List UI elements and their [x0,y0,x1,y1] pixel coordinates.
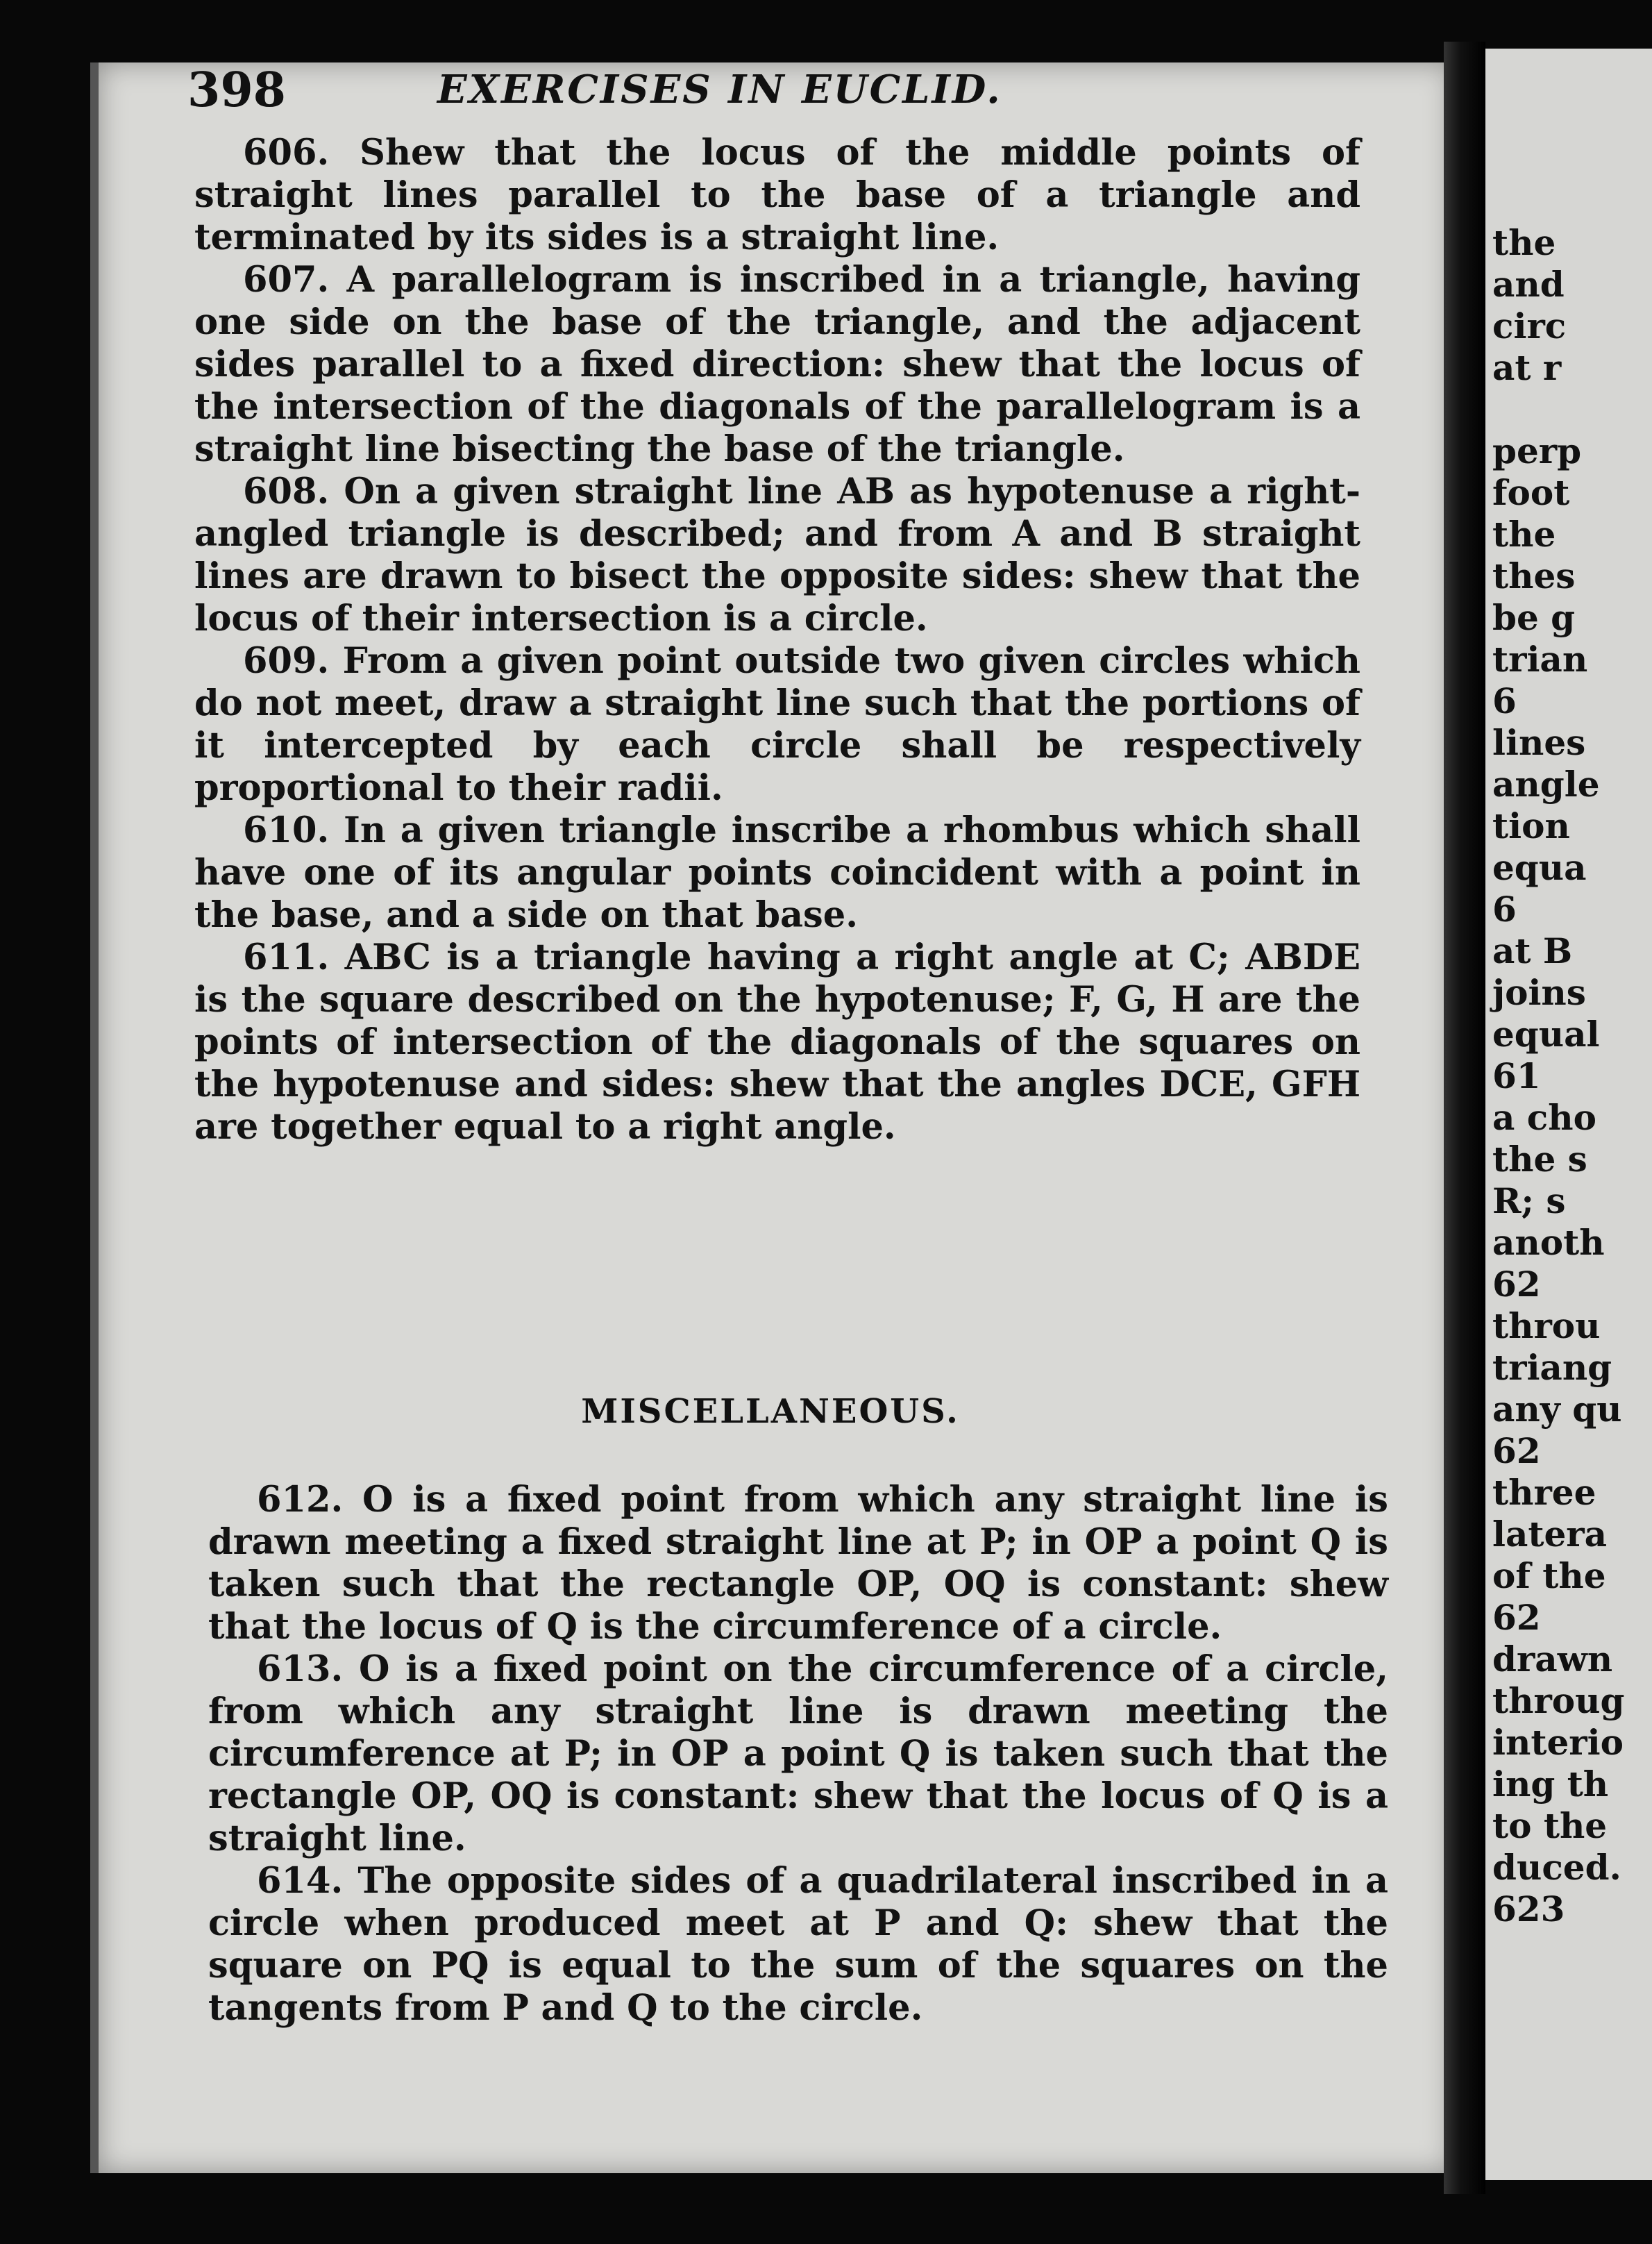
running-head [187,62,1312,118]
facing-page-line: of the [1492,1555,1606,1596]
facing-page-line: to the [1492,1805,1608,1846]
facing-page-line: angle [1492,764,1600,805]
facing-page-line: a cho [1492,1097,1596,1138]
exercise [208,1479,1388,1648]
exercise-number: 610. [243,810,330,851]
facing-page-line: circ [1492,305,1567,346]
running-title: EXERCISES IN EUCLID. [437,67,1002,112]
facing-page-line: be g [1492,597,1576,638]
exercise-number: 612. [257,1479,344,1521]
page-gutter [1444,42,1485,2194]
facing-page-line: equal [1492,1014,1600,1055]
facing-page-line: 6 [1492,680,1517,721]
facing-page-line: 61 [1492,1055,1541,1096]
section-heading: MISCELLANEOUS. [581,1392,960,1431]
exercise-text: From a given point outside two given circles which do not meet, draw a straight line such that the portions of it intercepted by each circle shall be respectively proportional to their radii. [194,640,1360,809]
facing-page-line: and [1492,264,1565,305]
facing-page-line: interio [1492,1722,1624,1763]
exercises-before [194,132,1360,1148]
facing-page-line: the s [1492,1139,1587,1180]
exercise [194,810,1360,937]
facing-page-line: three [1492,1472,1596,1513]
exercise-text: ABC is a triangle having a right angle at C; ABDE is the square described on the hypotenuse; F, G, H are the points of intersection of the diagonals of the squares on the hypotenuse and sides: shew that the angles DCE, GFH are together equal to a right angle. [194,937,1360,1148]
facing-page-line: thes [1492,555,1576,596]
facing-page-line: at B [1492,930,1573,971]
exercise [194,937,1360,1148]
exercise [194,259,1360,471]
exercise [208,1860,1388,2029]
facing-page-line: tion [1492,805,1570,846]
facing-page-line: anoth [1492,1222,1605,1263]
facing-page-line: at r [1492,347,1562,388]
facing-page-line: throu [1492,1305,1601,1346]
facing-page-line: ing th [1492,1764,1609,1805]
facing-page-line: equa [1492,847,1587,888]
facing-page-line: 623 [1492,1889,1565,1929]
exercise [194,132,1360,259]
exercise [194,640,1360,810]
facing-page-line: triang [1492,1347,1612,1388]
facing-page-line: joins [1492,972,1586,1013]
exercise-text: In a given triangle inscribe a rhombus which shall have one of its angular points coincident with a point in the base, and a side on that base. [194,810,1360,936]
facing-page-line: trian [1492,639,1588,680]
facing-page-line: lines [1492,722,1586,763]
facing-page-line: 62 [1492,1430,1541,1471]
facing-page-line: R; s [1492,1180,1566,1221]
facing-page-line: throug [1492,1680,1625,1721]
facing-page-line: drawn [1492,1639,1613,1680]
facing-page-line: 6 [1492,889,1517,930]
exercise-text: O is a fixed point from which any straight line is drawn meeting a fixed straight line at P; in OP a point Q is taken such that the rectangle OP, OQ is constant: shew that the locus of Q is the circumference of a circle. [208,1479,1388,1648]
exercise-number: 611. [243,937,330,978]
facing-page-line: the [1492,222,1556,263]
facing-page-line: any qu [1492,1389,1622,1430]
facing-page-line: the [1492,514,1556,555]
facing-page-line: duced. [1492,1847,1621,1888]
exercise [194,471,1360,640]
exercise-number: 607. [243,259,330,301]
exercise-number: 613. [257,1648,344,1690]
exercise-text: A parallelogram is inscribed in a triangle, having one side on the base of the triangle, and the adjacent sides parallel to a fixed direction: shew that the locus of the intersection of the diagonals of the parallelogram is a straight line bisecting the base of the triangle. [194,259,1360,470]
facing-page-line: latera [1492,1514,1608,1555]
facing-page-line: foot [1492,472,1570,513]
exercise-text: O is a fixed point on the circumference of a circle, from which any straight line is drawn meeting the circumference at P; in OP a point Q is taken such that the rectangle OP, OQ is constant: shew that the locus of Q is a straight line. [208,1648,1388,1859]
exercise-number: 608. [243,471,330,512]
exercise [208,1648,1388,1860]
exercise-number: 609. [243,640,330,682]
exercise-text: On a given straight line AB as hypotenuse a right-angled triangle is described; and from A and B straight lines are drawn to bisect the opposite sides: shew that the locus of their intersection is a circle. [194,471,1360,639]
exercise-number: 614. [257,1860,344,1902]
exercise-number: 606. [243,132,330,174]
exercise-text: Shew that the locus of the middle points of straight lines parallel to the base of a triangle and terminated by its sides is a straight line. [194,132,1360,258]
facing-page-line: perp [1492,430,1582,471]
exercises-after [208,1479,1388,2029]
exercise-text: The opposite sides of a quadrilateral inscribed in a circle when produced meet at P and Q: shew that the square on PQ is equal to the sum of the squares on the tangents from P and Q to the circle. [208,1860,1388,2029]
facing-page-line: 62 [1492,1264,1541,1305]
facing-page-line: 62 [1492,1597,1541,1638]
page-number: 398 [187,62,286,118]
